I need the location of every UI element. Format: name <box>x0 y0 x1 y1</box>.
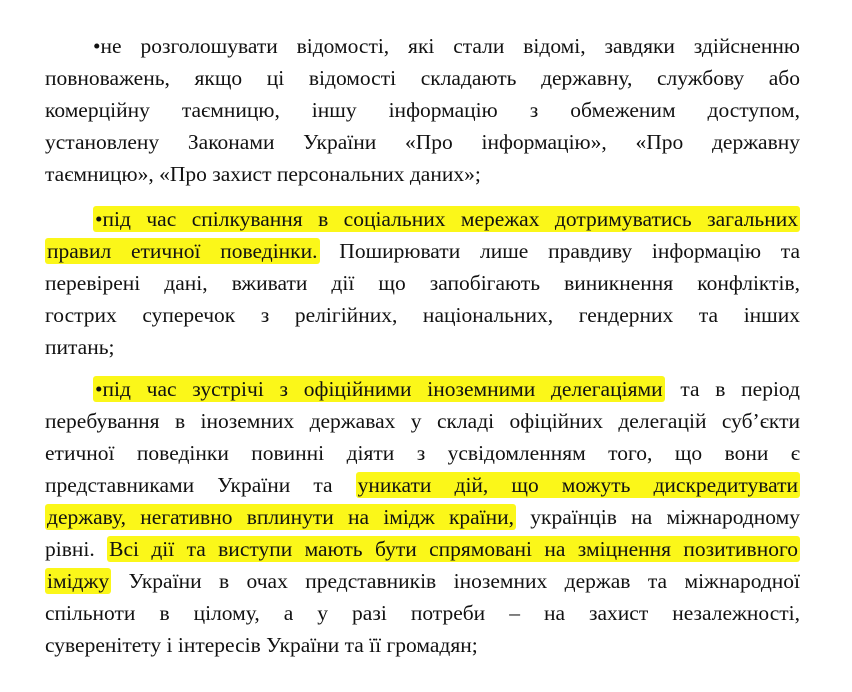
text-line <box>45 95 800 125</box>
text-run: перебування в іноземних державах у складі офіційних делегацій суб’єкти <box>45 409 800 433</box>
text-line <box>45 502 800 532</box>
text-line <box>45 159 800 189</box>
highlighted-text: уникати дій, що можуть дискредитувати <box>357 473 798 497</box>
text-line <box>45 534 800 564</box>
text-run: етичної поведінки повинні діяти з усвідомленням того, що вони є <box>45 441 800 465</box>
text-line <box>45 630 800 660</box>
text-run: спільноти в цілому, а у разі потреби – на захист незалежності, <box>45 601 800 625</box>
text-line <box>45 332 800 362</box>
text-run: таємницю», «Про захист персональних даних»; <box>45 162 481 186</box>
text-run: Поширювати лише правдиву інформацію та <box>319 239 800 263</box>
text-run: питань; <box>45 335 115 359</box>
text-run: перевірені дані, вживати дії що запобігають виникнення конфліктів, <box>45 271 800 295</box>
text-run: гострих суперечок з релігійних, національних, гендерних та інших <box>45 303 800 327</box>
text-line <box>45 406 800 436</box>
text-run: рівні. <box>45 537 108 561</box>
text-line <box>45 268 800 298</box>
text-line <box>45 300 800 330</box>
highlighted-text: •під час спілкування в соціальних мережах дотримуватись загальних <box>95 207 798 231</box>
text-run: та в період <box>664 377 800 401</box>
highlighted-text: державу, негативно вплинути на імідж країни, <box>47 505 515 529</box>
text-run: представниками України та <box>45 473 356 497</box>
text-run: суверенітету і інтересів України та її громадян; <box>45 633 478 657</box>
highlighted-text: правил етичної поведінки. <box>47 239 318 263</box>
highlighted-text: іміджу <box>47 569 110 593</box>
text-run: комерційну таємницю, іншу інформацію з обмеженим доступом, <box>45 98 800 122</box>
text-run: установлену Законами України «Про інформацію», «Про державну <box>45 130 800 154</box>
text-line <box>93 374 800 404</box>
text-run: повноважень, якщо ці відомості складають державну, службову або <box>45 66 800 90</box>
highlighted-text: Всі дії та виступи мають бути спрямовані на зміцнення позитивного <box>109 537 798 561</box>
text-line <box>93 31 800 61</box>
text-run: •не розголошувати відомості, які стали відомі, завдяки здійсненню <box>93 34 800 58</box>
text-line <box>93 204 800 234</box>
text-line <box>45 236 800 266</box>
text-line <box>45 470 800 500</box>
text-run: українців на міжнародному <box>516 505 800 529</box>
text-line <box>45 566 800 596</box>
highlighted-text: •під час зустрічі з офіційними іноземними делегаціями <box>95 377 663 401</box>
text-run: України в очах представників іноземних держав та міжнародної <box>111 569 800 593</box>
text-line <box>45 63 800 93</box>
text-line <box>45 598 800 628</box>
text-line <box>45 127 800 157</box>
text-line <box>45 438 800 468</box>
